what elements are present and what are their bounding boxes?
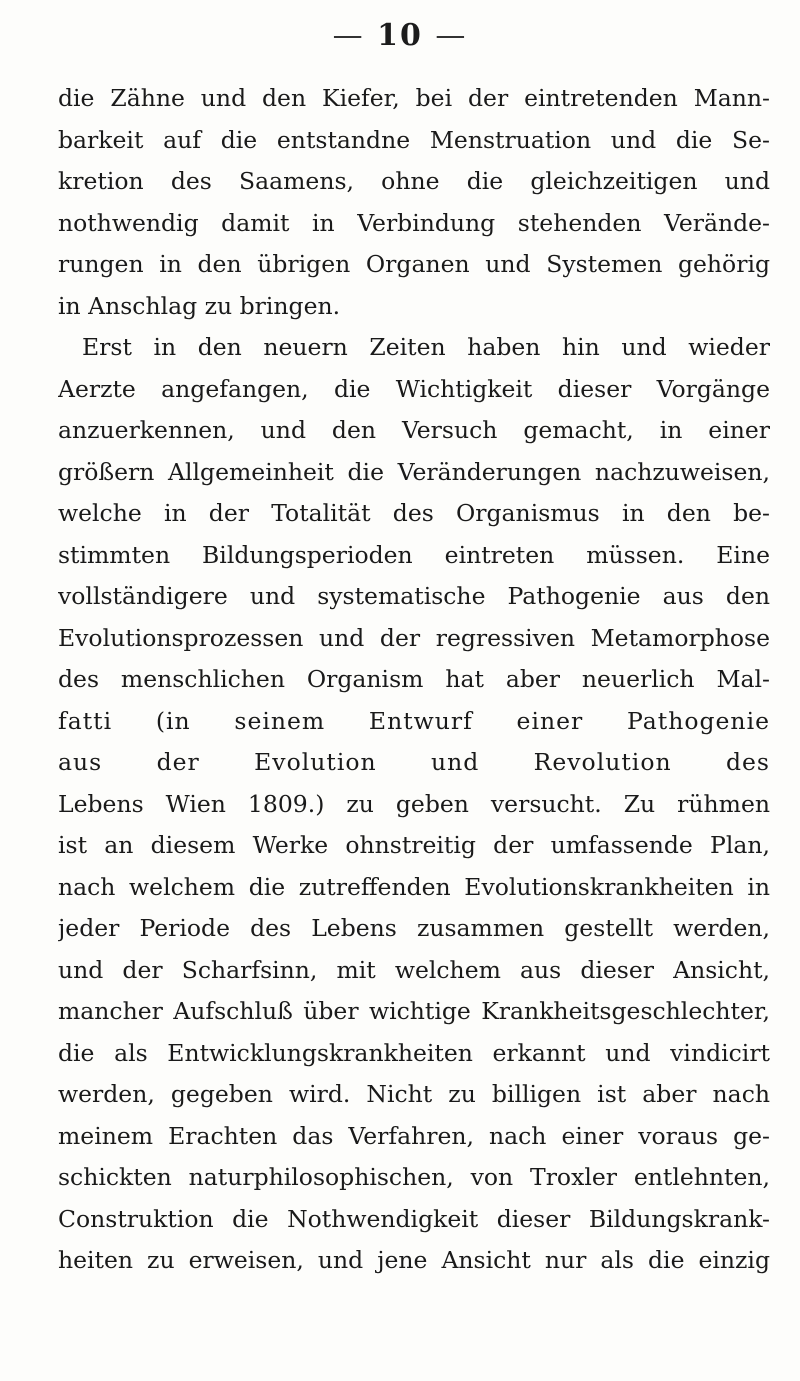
text-line: und der Scharfsinn, mit welchem aus dieser Ansicht,	[58, 955, 770, 984]
page-number-dash-left: —	[332, 18, 365, 53]
text-line: nach welchem die zutreffenden Evolutionskrankheiten in	[58, 872, 770, 901]
text-line: Lebens Wien 1809.) zu geben versucht. Zu rühmen	[58, 789, 770, 818]
text-line: die Zähne und den Kiefer, bei der eintretenden Mann-	[58, 84, 770, 112]
text-line: Erst in den neuern Zeiten haben hin und wieder	[82, 333, 770, 361]
text-line: des menschlichen Organism hat aber neuerlich Mal-	[58, 665, 770, 693]
text-line: ist an diesem Werke ohnstreitig der umfassende Plan,	[58, 831, 770, 859]
text-line: größern Allgemeinheit die Veränderungen nachzuweisen,	[58, 457, 770, 486]
text-line: welche in der Totalität des Organismus in den be-	[58, 499, 770, 527]
text-line: schickten naturphilosophischen, von Troxler entlehnten,	[58, 1163, 770, 1191]
text-line: Evolutionsprozessen und der regressiven Metamorphose	[58, 623, 770, 652]
text-line: meinem Erachten das Verfahren, nach einer voraus ge-	[58, 1121, 770, 1150]
text-line: vollständigere und systematische Pathogenie aus den	[58, 582, 770, 610]
text-line: Construktion die Nothwendigkeit dieser Bildungskrank-	[58, 1204, 770, 1233]
text-line: anzuerkennen, und den Versuch gemacht, in einer	[58, 416, 770, 444]
text-line: werden, gegeben wird. Nicht zu billigen ist aber nach	[58, 1080, 770, 1108]
text-line: in Anschlag zu bringen.	[58, 291, 341, 320]
text-line: die als Entwicklungskrankheiten erkannt und vindicirt	[58, 1038, 770, 1067]
body-text	[58, 78, 770, 1282]
text-line: aus der Evolution und Revolution des	[58, 748, 770, 776]
text-line: rungen in den übrigen Organen und Systemen gehörig	[58, 250, 770, 278]
text-line: kretion des Saamens, ohne die gleichzeitigen und	[58, 167, 770, 195]
page-number-dash-right: —	[435, 18, 468, 53]
text-line: heiten zu erweisen, und jene Ansicht nur als die einzig	[58, 1246, 770, 1274]
page-number-value: 10	[377, 18, 423, 53]
text-line: jeder Periode des Lebens zusammen gestellt werden,	[58, 914, 770, 942]
text-line: stimmten Bildungsperioden eintreten müssen. Eine	[58, 540, 770, 569]
text-line: mancher Aufschluß über wichtige Krankheitsgeschlechter,	[58, 997, 770, 1025]
page-number	[0, 18, 800, 53]
text-line: fatti (in seinem Entwurf einer Pathogenie	[58, 706, 770, 735]
text-line: nothwendig damit in Verbindung stehenden Verände-	[58, 208, 770, 237]
text-line: Aerzte angefangen, die Wichtigkeit dieser Vorgänge	[58, 374, 770, 403]
text-line: barkeit auf die entstandne Menstruation und die Se-	[58, 125, 770, 154]
